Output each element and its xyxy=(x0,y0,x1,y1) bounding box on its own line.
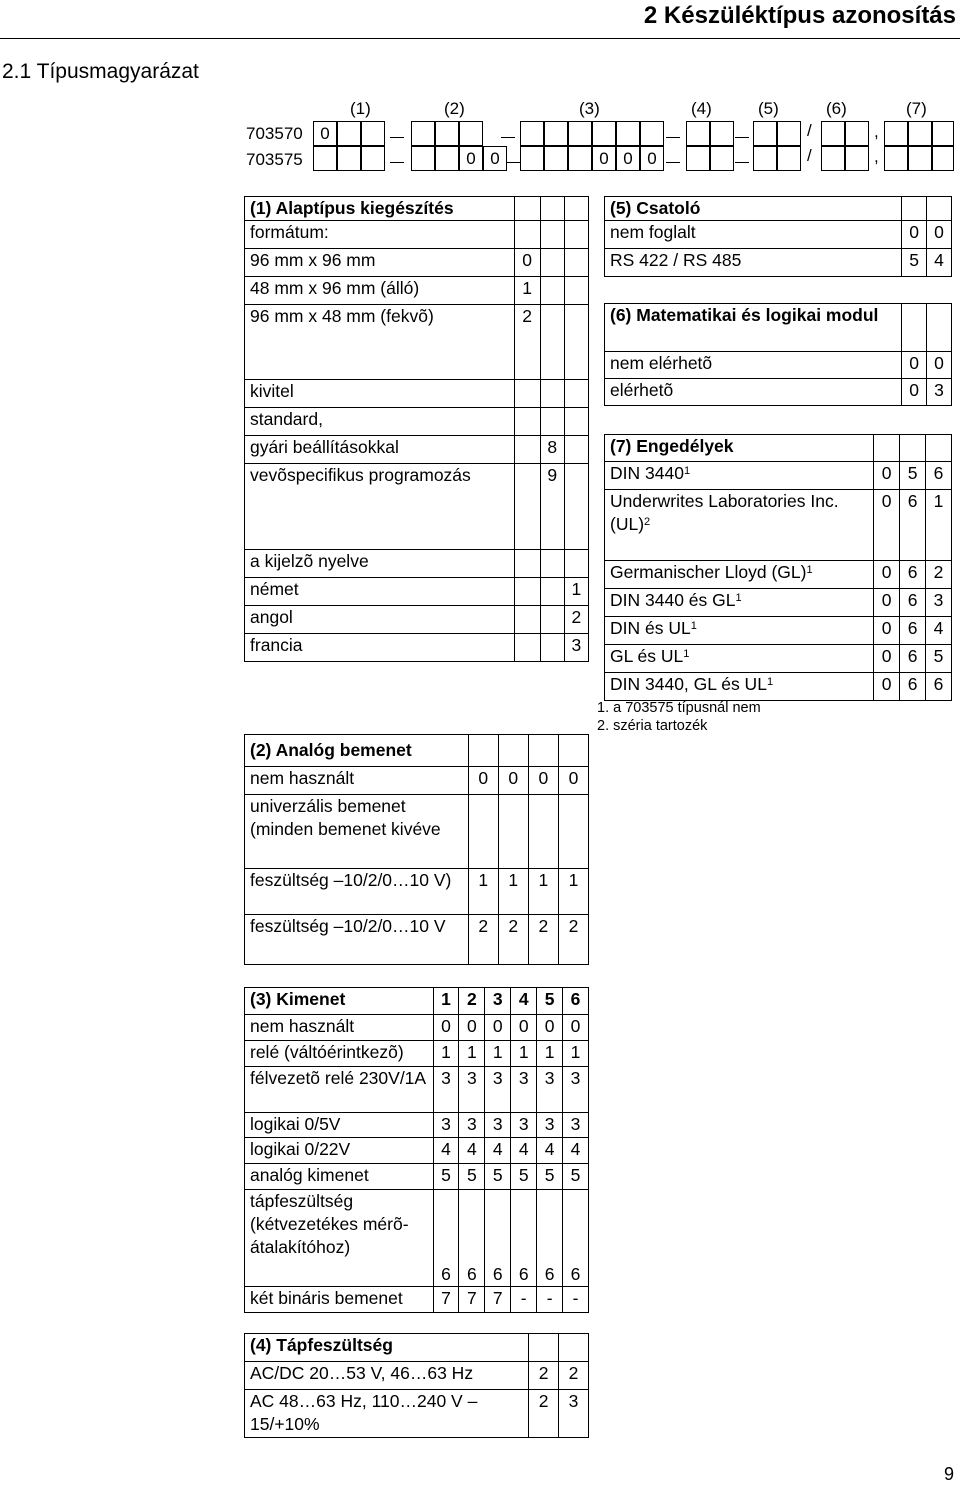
code-box xyxy=(845,146,869,171)
option-label: nem használt xyxy=(245,1015,434,1041)
option-code: 0 xyxy=(558,767,588,795)
page-header xyxy=(0,0,960,39)
option-code: 3 xyxy=(433,1067,459,1113)
option-code: 3 xyxy=(537,1113,563,1138)
option-code: 4 xyxy=(433,1138,459,1164)
comma-separator: , xyxy=(874,147,879,166)
option-label: logikai 0/5V xyxy=(245,1113,434,1138)
separator-dash xyxy=(735,137,749,138)
option-label: tápfeszültség (kétvezetékes mérõ-átalakítóhoz) xyxy=(245,1190,434,1287)
table-title: (6) Matematikai és logikai modul xyxy=(605,304,902,352)
option-code: 2 xyxy=(564,606,588,634)
option-code: 0 xyxy=(927,352,952,379)
option-label: DIN 3440 és $GL^1$ xyxy=(605,589,874,617)
option-code: 0 xyxy=(874,490,900,561)
code-box xyxy=(908,121,932,146)
option-label: 96 mm x 96 mm xyxy=(245,249,515,277)
footnote-mark: 1 xyxy=(690,620,697,632)
option-code: 6 xyxy=(900,645,926,673)
option-code: 0 xyxy=(902,352,927,379)
code-box xyxy=(821,121,845,146)
column-header: 4 xyxy=(511,988,537,1015)
option-code: 4 xyxy=(926,617,952,645)
option-label: elérhetõ xyxy=(605,379,902,406)
option-code: 0 xyxy=(528,767,558,795)
option-code: 5 xyxy=(537,1164,563,1190)
chapter-title: 2 Készüléktípus azonosítás xyxy=(643,2,956,29)
option-code: 0 xyxy=(902,221,927,249)
code-box xyxy=(337,146,361,171)
footnote: 1. a 703575 típusnál nem xyxy=(597,700,761,716)
option-code: 0 xyxy=(537,1015,563,1041)
option-code: 3 xyxy=(511,1113,537,1138)
option-code: 3 xyxy=(459,1067,485,1113)
footnote-mark: 2 xyxy=(644,516,651,528)
option-label: univerzális bemenet (minden bemenet kivéve xyxy=(245,795,469,869)
option-code: 4 xyxy=(563,1138,589,1164)
position-label: (6) xyxy=(826,99,847,118)
column-header: 1 xyxy=(433,988,459,1015)
option-code: 6 xyxy=(433,1190,459,1287)
option-label: nem használt xyxy=(245,767,469,795)
power-supply-table xyxy=(244,1333,589,1438)
code-box xyxy=(932,146,954,171)
option-label: AC 48…63 Hz, 110…240 V –15/+10% xyxy=(245,1390,529,1438)
option-code: 1 xyxy=(563,1041,589,1067)
option-label: DIN 3440$^1$ xyxy=(605,462,874,490)
code-box xyxy=(411,146,435,171)
code-box xyxy=(777,146,801,171)
option-code: 6 xyxy=(900,673,926,701)
option-code: 3 xyxy=(559,1390,589,1438)
footnote-mark: 1 xyxy=(766,676,774,688)
option-code: 5 xyxy=(926,645,952,673)
option-code: 3 xyxy=(459,1113,485,1138)
option-code: 1 xyxy=(468,869,498,915)
footnote-mark: 1 xyxy=(806,564,813,576)
option-code: 1 xyxy=(514,277,540,305)
option-label: 48 mm x 96 mm (álló) xyxy=(245,277,515,305)
option-label: logikai 0/22V xyxy=(245,1138,434,1164)
option-code: 1 xyxy=(459,1041,485,1067)
code-box xyxy=(337,121,361,146)
option-code: 3 xyxy=(564,634,588,662)
code-box: 0 xyxy=(459,146,483,171)
model-number: 703575 xyxy=(246,150,303,169)
option-code: 0 xyxy=(902,379,927,406)
group-label: kivitel xyxy=(245,380,515,408)
option-code: 3 xyxy=(563,1113,589,1138)
option-code: 0 xyxy=(514,249,540,277)
code-box xyxy=(459,121,483,146)
slash-separator: / xyxy=(807,121,812,140)
code-box xyxy=(435,121,459,146)
option-label: standard, xyxy=(245,408,515,436)
page-number: 9 xyxy=(943,1464,954,1484)
code-box xyxy=(821,146,845,171)
option-code: 4 xyxy=(485,1138,511,1164)
option-label: Germanischer Lloyd (GL)$^1$ xyxy=(605,561,874,589)
interface-table xyxy=(604,196,952,277)
option-code: 5 xyxy=(902,249,927,277)
option-code: 2 xyxy=(529,1390,559,1438)
code-box xyxy=(544,121,568,146)
option-code: 3 xyxy=(433,1113,459,1138)
option-code: 5 xyxy=(485,1164,511,1190)
footnote-mark: 1 xyxy=(683,648,690,660)
option-code: 3 xyxy=(511,1067,537,1113)
option-code: 0 xyxy=(874,673,900,701)
option-code: 6 xyxy=(900,589,926,617)
code-box xyxy=(884,121,908,146)
option-code: 6 xyxy=(900,490,926,561)
option-label: AC/DC 20…53 V, 46…63 Hz xyxy=(245,1362,529,1390)
code-box: 0 xyxy=(483,146,507,171)
option-code: 0 xyxy=(874,617,900,645)
option-code: 3 xyxy=(926,589,952,617)
code-box xyxy=(686,146,710,171)
model-number: 703570 xyxy=(246,124,303,143)
table-title: (5) Csatoló xyxy=(605,197,902,221)
option-code: 8 xyxy=(540,436,564,464)
option-label: RS 422 / RS 485 xyxy=(605,249,902,277)
basic-type-table xyxy=(244,196,589,662)
code-box xyxy=(411,121,435,146)
code-box xyxy=(932,121,954,146)
option-code: 3 xyxy=(485,1113,511,1138)
option-code: 2 xyxy=(558,915,588,965)
option-code: 1 xyxy=(558,869,588,915)
group-label: formátum: xyxy=(245,221,515,249)
option-code: 2 xyxy=(514,305,540,380)
column-header: 3 xyxy=(485,988,511,1015)
option-code: 1 xyxy=(564,578,588,606)
option-code: 1 xyxy=(485,1041,511,1067)
option-code: 0 xyxy=(874,462,900,490)
option-code: - xyxy=(537,1287,563,1313)
separator-dash xyxy=(390,137,404,138)
option-code: 1 xyxy=(498,869,528,915)
option-code: 7 xyxy=(485,1287,511,1313)
option-code: 0 xyxy=(498,767,528,795)
footnote: 2. széria tartozék xyxy=(597,718,708,734)
option-code: 6 xyxy=(511,1190,537,1287)
option-code: 4 xyxy=(459,1138,485,1164)
code-box: 0 xyxy=(313,121,337,146)
option-code: 5 xyxy=(900,462,926,490)
code-box xyxy=(845,121,869,146)
option-label: analóg kimenet xyxy=(245,1164,434,1190)
option-label: Underwrites Laboratories Inc. (UL)$^2$ xyxy=(605,490,874,561)
option-code: - xyxy=(563,1287,589,1313)
column-header: 2 xyxy=(459,988,485,1015)
separator-dash xyxy=(501,137,515,138)
option-code: 1 xyxy=(528,869,558,915)
option-code: 0 xyxy=(874,645,900,673)
code-box xyxy=(777,121,801,146)
option-code: 5 xyxy=(433,1164,459,1190)
option-code: 0 xyxy=(459,1015,485,1041)
output-table xyxy=(244,987,589,1313)
position-label: (5) xyxy=(758,99,779,118)
option-code: 4 xyxy=(511,1138,537,1164)
footnote-mark: 1 xyxy=(735,592,742,604)
separator-dash xyxy=(666,162,680,163)
option-code: 1 xyxy=(537,1041,563,1067)
option-code: 0 xyxy=(874,561,900,589)
option-label: relé (váltóérintkezõ) xyxy=(245,1041,434,1067)
column-header: 5 xyxy=(537,988,563,1015)
code-box xyxy=(592,121,616,146)
option-label: DIN és $UL^1$ xyxy=(605,617,874,645)
position-label: (1) xyxy=(350,99,371,118)
option-label: két bináris bemenet xyxy=(245,1287,434,1313)
option-code: 3 xyxy=(927,379,952,406)
option-code: 2 xyxy=(529,1362,559,1390)
option-code: 0 xyxy=(927,221,952,249)
separator-dash xyxy=(666,137,680,138)
section-title: 2.1 Típusmagyarázat xyxy=(2,60,199,83)
option-code: 0 xyxy=(563,1015,589,1041)
option-code: 0 xyxy=(511,1015,537,1041)
option-code: 5 xyxy=(511,1164,537,1190)
option-code: 5 xyxy=(563,1164,589,1190)
option-code: 4 xyxy=(927,249,952,277)
column-header: 6 xyxy=(563,988,589,1015)
option-label: nem foglalt xyxy=(605,221,902,249)
code-box xyxy=(753,146,777,171)
table-title: (1) Alaptípus kiegészítés xyxy=(245,197,515,221)
option-label: francia xyxy=(245,634,515,662)
position-label: (4) xyxy=(691,99,712,118)
code-box xyxy=(435,146,459,171)
option-code: 6 xyxy=(900,561,926,589)
position-label: (2) xyxy=(444,99,465,118)
option-code: 0 xyxy=(485,1015,511,1041)
code-box xyxy=(361,146,385,171)
option-label: feszültség –10/2/0…10 V xyxy=(245,915,469,965)
code-box xyxy=(710,146,734,171)
option-code: 0 xyxy=(874,589,900,617)
option-code: 2 xyxy=(498,915,528,965)
option-code: 0 xyxy=(468,767,498,795)
option-code: 3 xyxy=(485,1067,511,1113)
code-box xyxy=(640,121,664,146)
option-code: 6 xyxy=(459,1190,485,1287)
code-box xyxy=(753,121,777,146)
code-box xyxy=(361,121,385,146)
code-box xyxy=(544,146,568,171)
separator-dash xyxy=(390,162,404,163)
option-code: 5 xyxy=(459,1164,485,1190)
option-label: DIN 3440, GL és $UL^1$ xyxy=(605,673,874,701)
code-box xyxy=(520,146,544,171)
table-title: (7) Engedélyek xyxy=(605,435,874,462)
code-box xyxy=(568,146,592,171)
option-code: 6 xyxy=(485,1190,511,1287)
option-code: 6 xyxy=(900,617,926,645)
footnote-mark: 1 xyxy=(683,465,691,477)
separator-dash xyxy=(507,162,521,163)
option-code: 9 xyxy=(540,464,564,550)
option-code: 2 xyxy=(468,915,498,965)
option-code: 0 xyxy=(433,1015,459,1041)
option-code: 1 xyxy=(926,490,952,561)
slash-separator: / xyxy=(807,146,812,165)
group-label: a kijelzõ nyelve xyxy=(245,550,515,578)
option-code: 4 xyxy=(537,1138,563,1164)
option-label: angol xyxy=(245,606,515,634)
code-box xyxy=(710,121,734,146)
table-title: (3) Kimenet xyxy=(245,988,434,1015)
code-box xyxy=(313,146,337,171)
option-code: 2 xyxy=(559,1362,589,1390)
code-box xyxy=(568,121,592,146)
option-code: 1 xyxy=(433,1041,459,1067)
code-box xyxy=(686,121,710,146)
option-label: félvezetõ relé 230V/1A xyxy=(245,1067,434,1113)
option-code: 7 xyxy=(459,1287,485,1313)
position-label: (7) xyxy=(906,99,927,118)
position-label: (3) xyxy=(579,99,600,118)
comma-separator: , xyxy=(874,122,879,141)
code-box: 0 xyxy=(592,146,616,171)
option-code: 6 xyxy=(563,1190,589,1287)
option-label: 96 mm x 48 mm (fekvõ) xyxy=(245,305,515,380)
analog-input-table xyxy=(244,734,589,965)
option-label: GL és $UL^1$ xyxy=(605,645,874,673)
option-code: 1 xyxy=(511,1041,537,1067)
code-box xyxy=(520,121,544,146)
table-title: (4) Tápfeszültség xyxy=(245,1334,529,1362)
option-label: vevõspecifikus programozás xyxy=(245,464,515,550)
option-label: német xyxy=(245,578,515,606)
code-box xyxy=(616,121,640,146)
separator-dash xyxy=(735,162,749,163)
code-box: 0 xyxy=(640,146,664,171)
approvals-table xyxy=(604,434,952,701)
option-code: 2 xyxy=(926,561,952,589)
table-title: (2) Analóg bemenet xyxy=(245,735,469,767)
option-code: - xyxy=(511,1287,537,1313)
option-code: 6 xyxy=(537,1190,563,1287)
code-box xyxy=(884,146,908,171)
option-label: nem elérhetõ xyxy=(605,352,902,379)
code-box: 0 xyxy=(616,146,640,171)
option-code: 2 xyxy=(528,915,558,965)
option-label: gyári beállításokkal xyxy=(245,436,515,464)
math-logic-module-table xyxy=(604,303,952,406)
option-code: 3 xyxy=(537,1067,563,1113)
option-label: feszültség –10/2/0…10 V) xyxy=(245,869,469,915)
option-code: 6 xyxy=(926,673,952,701)
option-code: 6 xyxy=(926,462,952,490)
option-code: 7 xyxy=(433,1287,459,1313)
option-code: 3 xyxy=(563,1067,589,1113)
code-box xyxy=(908,146,932,171)
